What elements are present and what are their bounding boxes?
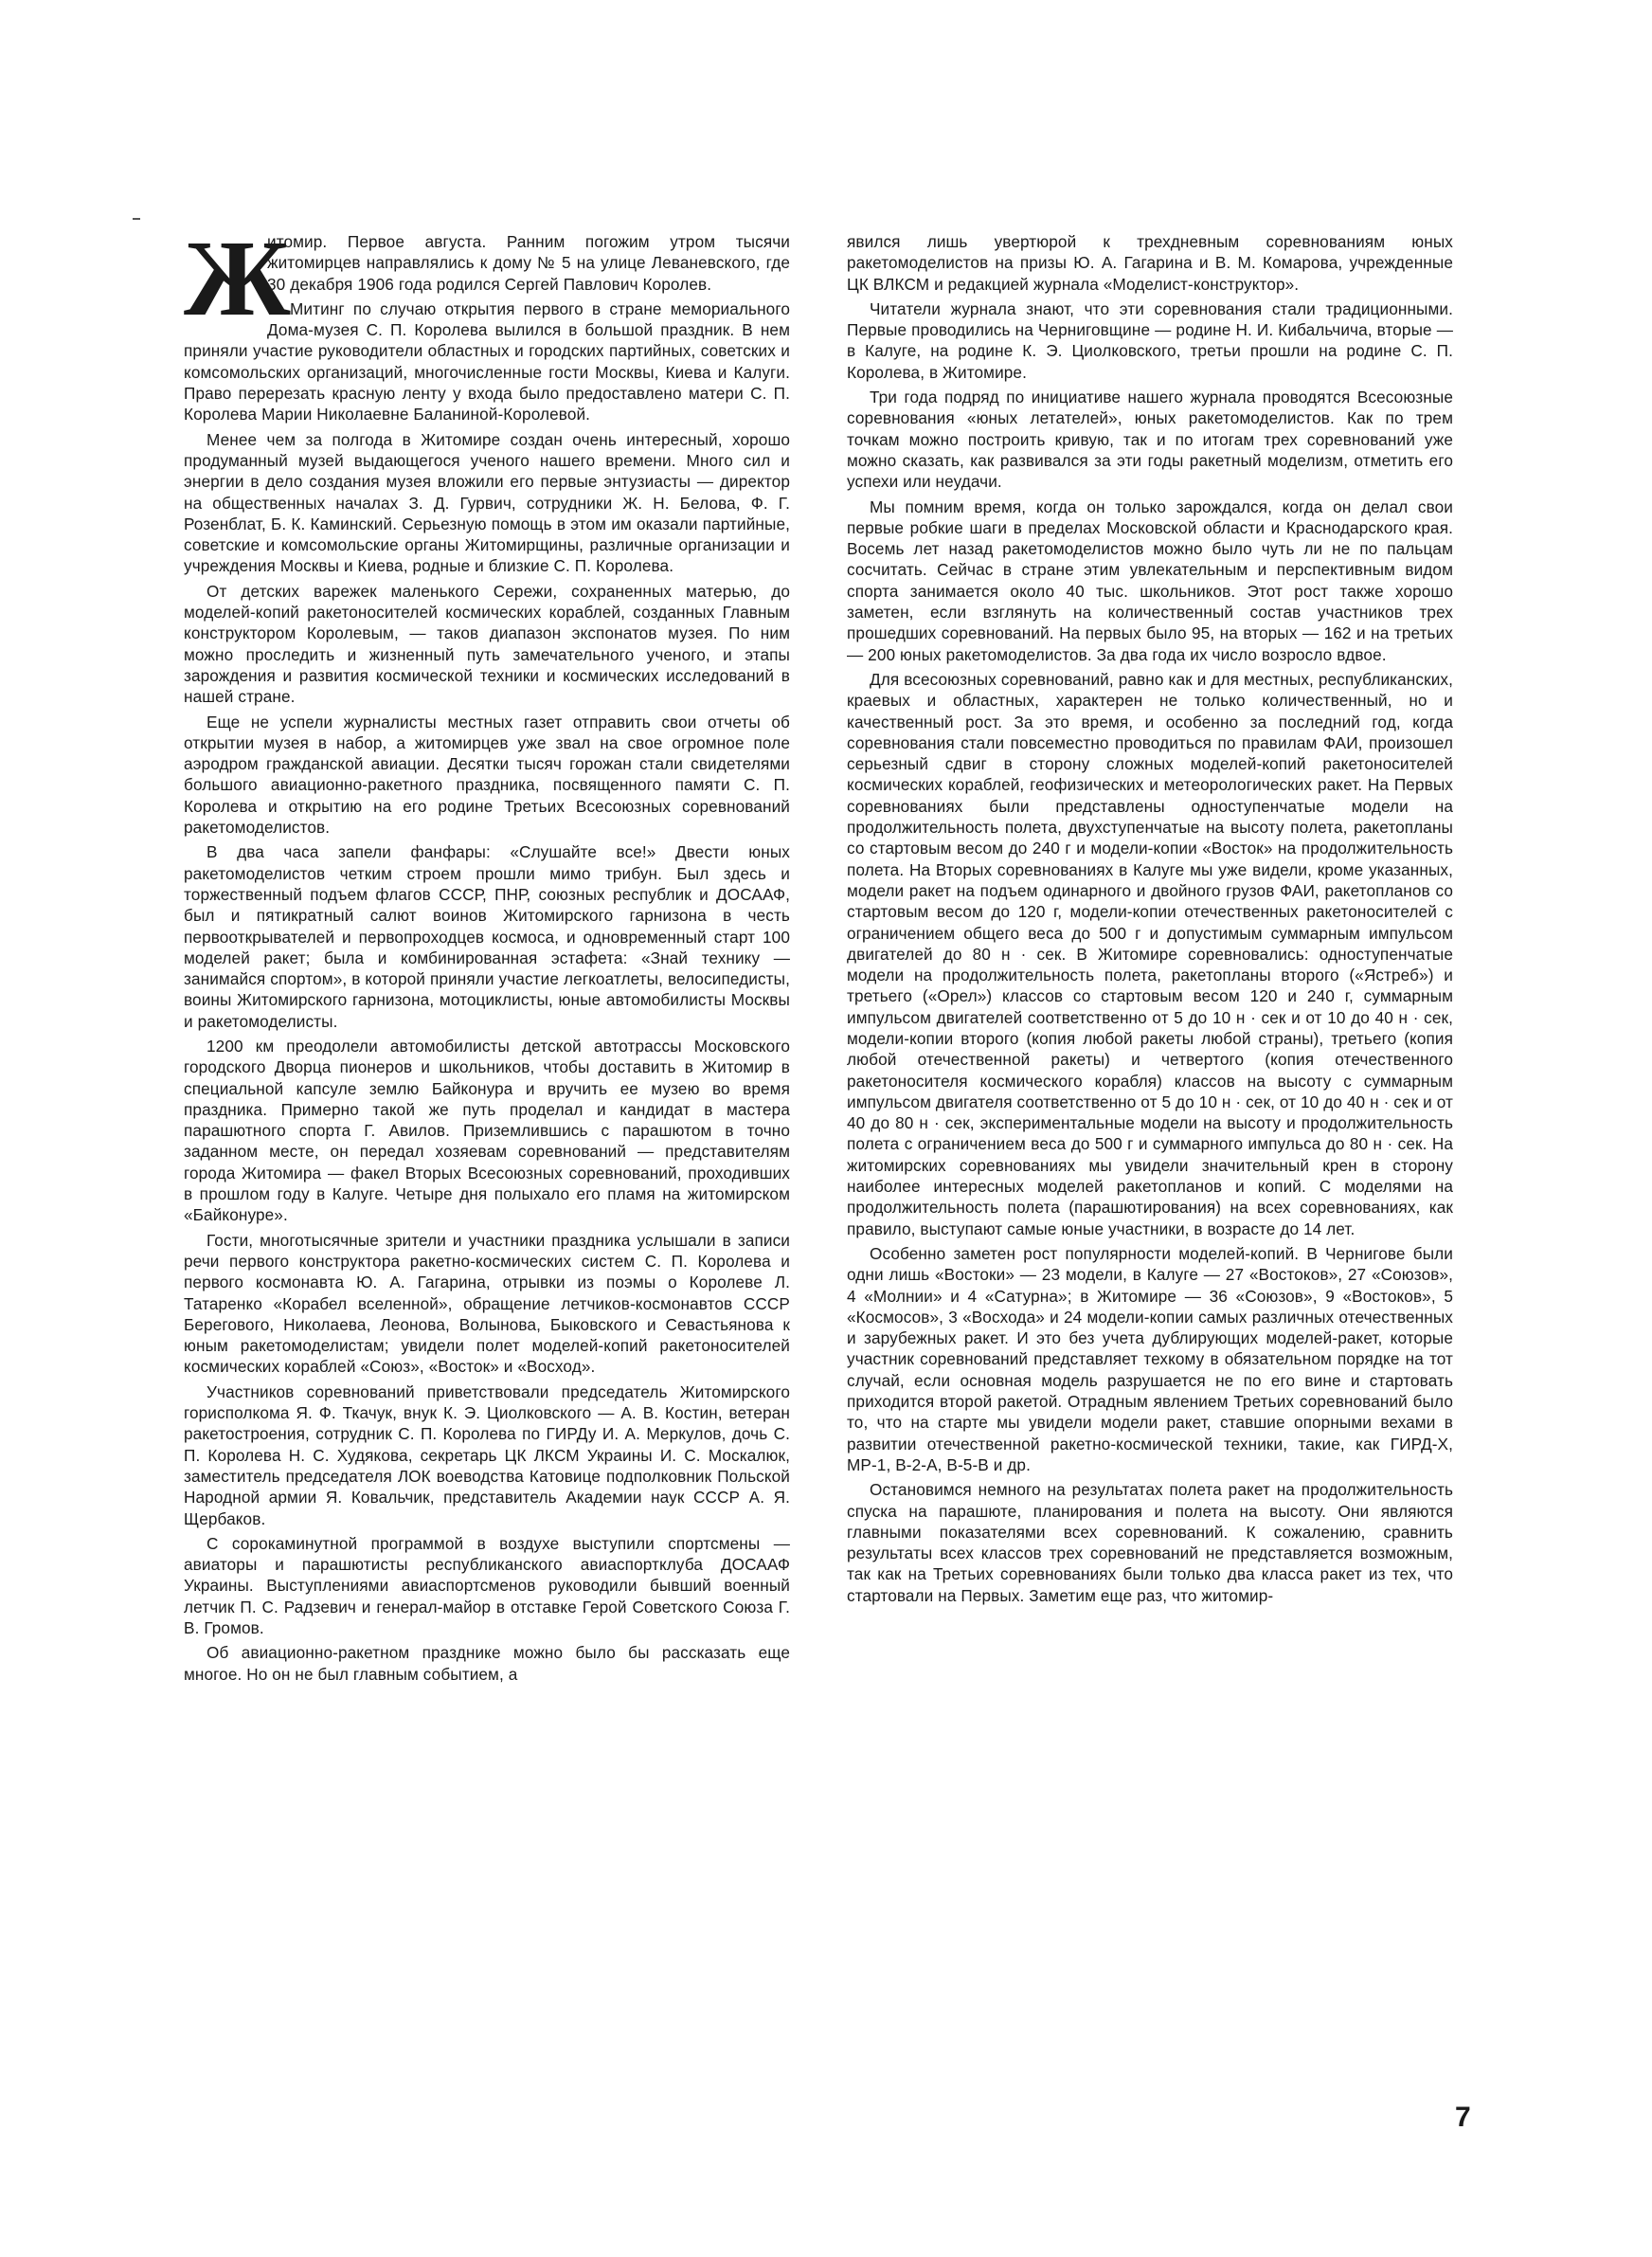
article-column-left bbox=[184, 218, 790, 1688]
drop-cap: Ж bbox=[184, 218, 291, 338]
paragraph: Участников соревнований приветствовали председатель Житомирского горисполкома Я. Ф. Ткачук, внук К. Э. Циолковского — А. В. Костин, ветеран ракетостроения, сотрудник С. П. Королева по ГИРДу И. А. Меркулов, дочь С. П. Королева Н. С. Худякова, секретарь ЦК ЛКСМ Украины И. С. Москалюк, заместитель председателя ЛОК воеводства Катовице подполковник Польской Народной армии Я. Ковальчик, представитель Академии наук СССР А. Я. Щербаков. bbox=[184, 1381, 790, 1528]
page-number: 7 bbox=[1455, 2102, 1471, 2133]
paragraph: Об авиационно-ракетном празднике можно было бы рассказать еще многое. Но он не был главным событием, а bbox=[184, 1643, 790, 1684]
paragraph: Еще не успели журналисты местных газет отправить свои отчеты об открытии музея в набор, а житомирцев уже звал на свое огромное поле аэродром гражданской авиации. Десятки тысяч горожан стали свидетелями большого авиационно-ракетного праздника, посвященного памяти С. П. Королева и открытию на его родине Третьих Всесоюзных соревнований ракетомоделистов. bbox=[184, 712, 790, 838]
paragraph: С сорокаминутной программой в воздухе выступили спортсмены — авиаторы и парашютисты республиканского авиаспортклуба ДОСААФ Украины. Выступлениями авиаспортсменов руководили бывший военный летчик П. С. Радзевич и генерал-майор в отставке Герой Советского Союза Г. В. Громов. bbox=[184, 1533, 790, 1637]
paragraph: итомир. Первое августа. Ранним погожим утром тысячи житомирцев направлялись к дому № 5 на улице Леваневского, где 30 декабря 1906 года родился Сергей Павлович Королев. bbox=[267, 232, 790, 294]
paragraph: Для всесоюзных соревнований, равно как и для местных, республиканских, краевых и областных, характерен не только количественный, но и качественный рост. За это время, и особенно за последний год, когда соревнования стали повсеместно проводиться по правилам ФАИ, произошел серьезный сдвиг в сторону сложных моделей-копий ракетоносителей космических кораблей, геофизических и метеорологических ракет. На Первых соревнованиях были представлены одноступенчатые модели на продолжительность полета, двухступенчатые на высоту полета, ракетопланы со стартовым весом до 240 г и модели-копии «Восток» на продолжительность полета. На Вторых соревнованиях в Калуге мы уже видели, кроме указанных, модели ракет на подъем одинарного и двойного грузов ФАИ, ракетопланов со стартовым весом до 120 г, модели-копии отечественных ракетоносителей с ограничением общего веса до 500 г и допустимым суммарным импульсом двигателей до 80 н · сек. В Житомире соревновались: одноступенчатые модели на продолжительность полета, ракетопланы второго («Ястреб») и третьего («Орел») классов со стартовым весом 120 и 240 г, суммарным импульсом двигателей соответственно от 5 до 10 н · сек и от 10 до 40 н · сек, модели-копии второго (копия любой ракеты любой страны), третьего (копия любой отечественной ракеты) и четвертого (копия отечественного ракетоносителя космического корабля) классов на высоту с суммарным импульсом двигателя соответственно от 5 до 10 н · сек, от 10 до 40 н · сек и от 40 до 80 н · сек, экспериментальные модели на высоту и продолжительность полета с ограничением веса до 500 г и суммарного импульса до 80 н · сек. На житомирских соревнованиях мы увидели значительный крен в сторону наиболее интересных моделей ракетопланов и копий. С моделями на продолжительность полета (парашютирования) на всех соревнованиях, как правило, выступают самые юные участники, в возрасте до 14 лет. bbox=[847, 669, 1453, 1238]
paragraph: явился лишь увертюрой к трехдневным соревнованиям юных ракетомоделистов на призы Ю. А. Гагарина и В. М. Комарова, учрежденные ЦК ВЛКСМ и редакцией журнала «Моделист-конструктор». bbox=[847, 232, 1453, 294]
paragraph: Митинг по случаю открытия первого в стране мемориального Дома-музея С. П. Королева вылился в большой праздник. В нем приняли участие руководители областных и городских партийных, советских и комсомольских организаций, многочисленные гости Москвы, Киева и Калуги. Право перерезать красную ленту у входа было предоставлено матери С. П. Королева Марии Николаевне Баланиной-Королевой. bbox=[184, 298, 790, 424]
paragraph: В два часа запели фанфары: «Слушайте все!» Двести юных ракетомоделистов четким строем прошли мимо трибун. Был здесь и торжественный подъем флагов СССР, ПНР, союзных республик и ДОСААФ, был и пятикратный салют воинов Житомирского гарнизона в честь первооткрывателей и первопроходцев космоса, и одновременный старт 100 моделей ракет; была и комбинированная эстафета: «Знай технику — занимайся спортом», в которой приняли участие легкоатлеты, велосипедисты, воины Житомирского гарнизона, мотоциклисты, юные автомобилисты Москвы и ракетомоделисты. bbox=[184, 842, 790, 1031]
paragraph: Менее чем за полгода в Житомире создан очень интересный, хорошо продуманный музей выдающегося ученого нашего времени. Много сил и энергии в дело создания музея вложили его первые энтузиасты — директор на общественных началах З. Д. Гурвич, сотрудники Ж. Н. Белова, Ф. Г. Розенблат, Б. К. Каминский. Серьезную помощь в этом им оказали партийные, советские и комсомольские органы Житомирщины, различные организации и учреждения Москвы и Киева, родные и близкие С. П. Королева. bbox=[184, 429, 790, 576]
paragraph: Особенно заметен рост популярности моделей-копий. В Чернигове были одни лишь «Востоки» — 23 модели, в Калуге — 27 «Востоков», 27 «Союзов», 4 «Молнии» и 4 «Сатурна»; в Житомире — 36 «Союзов», 9 «Востоков», 5 «Космосов», 3 «Восхода» и 24 модели-копии самых различных отечественных и зарубежных ракет. И это без учета дублирующих моделей-ракет, которые участник соревнований представляет техкому в обязательном порядке на тот случай, если основная модель разрушается не по его вине и стартовать приходится второй ракетой. Отрадным явлением Третьих соревнований было то, что на старте мы увидели модели ракет, ставшие опорными вехами в развитии отечественной ракетно-космической техники, такие, как ГИРД-Х, МР-1, В-2-А, В-5-В и др. bbox=[847, 1243, 1453, 1474]
article-column-right bbox=[847, 231, 1453, 1610]
paragraph: Остановимся немного на результатах полета ракет на продолжительность спуска на парашюте, планирования и полета на высоту. Они являются главными показателями всех соревнований. К сожалению, сравнить результаты всех классов трех соревнований не представляется возможным, так как на Третьих соревнованиях были только два класса ракет из тех, что стартовали на Первых. Заметим еще раз, что житомир- bbox=[847, 1480, 1453, 1605]
paragraph: 1200 км преодолели автомобилисты детской автотрассы Московского городского Дворца пионеров и школьников, чтобы доставить в Житомир в специальной капсуле землю Байконура и вручить ее музею во время праздника. Примерно такой же путь проделал и кандидат в мастера парашютного спорта Г. Авилов. Приземлившись с парашютом в точно заданном месте, он передал хозяевам соревнований — представителям города Житомира — факел Вторых Всесоюзных соревнований, проходивших в прошлом году в Калуге. Четыре дня полыхало его пламя на житомирском «Байконуре». bbox=[184, 1036, 790, 1225]
paragraph: Мы помним время, когда он только зарождался, когда он делал свои первые робкие шаги в пределах Московской области и Краснодарского края. Восемь лет назад ракетомоделистов можно было чуть ли не по пальцам сосчитать. Сейчас в стране этим увлекательным и перспективным видом спорта занимается около 40 тыс. школьников. Этот рост также хорошо заметен, если взглянуть на количественный состав участников трех прошедших соревнований. На первых было 95, на вторых — 162 и на третьих — 200 юных ракетомоделистов. За два года их число возросло вдвое. bbox=[847, 497, 1453, 664]
paragraph: Гости, многотысячные зрители и участники праздника услышали в записи речи первого конструктора ракетно-космических систем С. П. Королева и первого космонавта Ю. А. Гагарина, отрывки из поэмы о Королеве Л. Татаренко «Корабел вселенной», обращение летчиков-космонавтов СССР Берегового, Николаева, Леонова, Волынова, Быковского и Севастьянова к юным ракетомоделистам; увидели полет моделей-копий ракетоносителей космических кораблей «Союз», «Восток» и «Восход». bbox=[184, 1230, 790, 1377]
paragraph: От детских варежек маленького Сережи, сохраненных матерью, до моделей-копий ракетоносителей космических кораблей, созданных Главным конструктором Королевым, — таков диапазон экспонатов музея. По ним можно проследить и жизненный путь замечательного ученого, и этапы зарождения и развития космической техники и космических исследований в нашей стране. bbox=[184, 581, 790, 707]
paragraph: Читатели журнала знают, что эти соревнования стали традиционными. Первые проводились на Черниговщине — родине Н. И. Кибальчича, вторые — в Калуге, на родине К. Э. Циолковского, третьи прошли на родине С. П. Королева, в Житомире. bbox=[847, 298, 1453, 382]
margin-mark bbox=[133, 218, 140, 220]
paragraph: Три года подряд по инициативе нашего журнала проводятся Всесоюзные соревнования «юных летателей», юных ракетомоделистов. Как по трем точкам можно построить кривую, так и по итогам трех соревнований уже можно сказать, как развивался за эти годы ракетный моделизм, отметить его успехи или неудачи. bbox=[847, 388, 1453, 492]
